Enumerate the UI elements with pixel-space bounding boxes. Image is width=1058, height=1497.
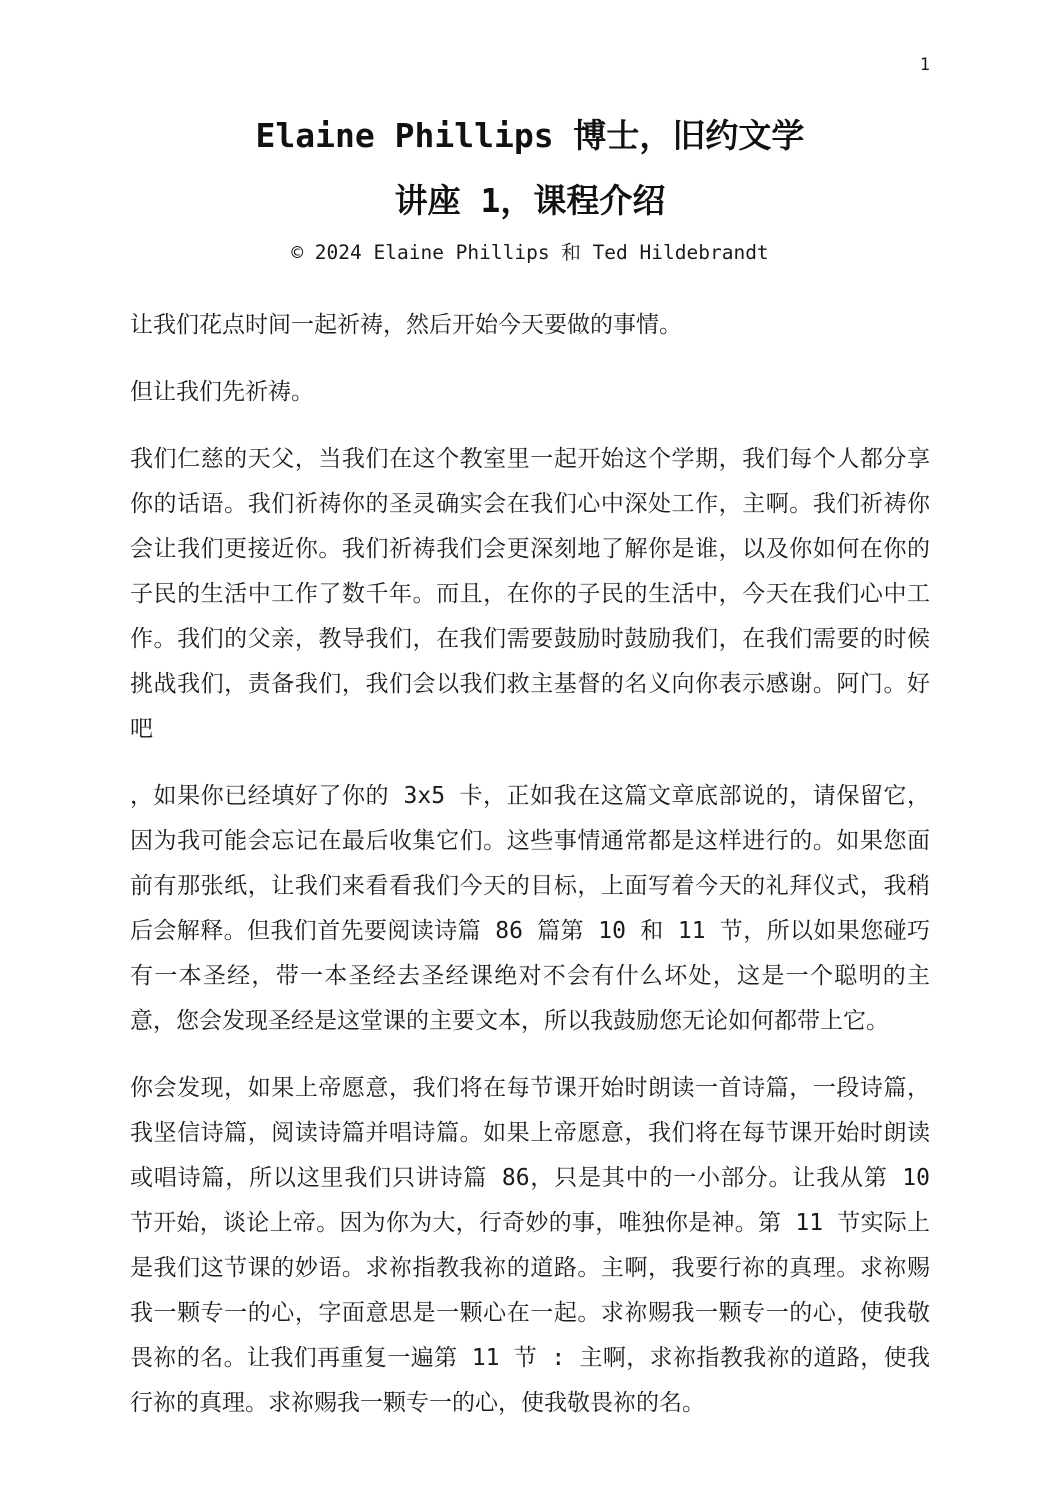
copyright-line: © 2024 Elaine Phillips 和 Ted Hildebrandt (291, 241, 769, 264)
paragraph: 你会发现，如果上帝愿意，我们将在每节课开始时朗读一首诗篇，一段诗篇，我坚信诗篇，阅读诗篇并唱诗篇。如果上帝愿意，我们将在每节课开始时朗读或唱诗篇，所以这里我们只讲诗篇 86，只是其中的一小部分。让我从第 10 节开始，谈论上帝。因为你为大，行奇妙的事，唯独你是神。第 11 节实际上是我们这节课的妙语。求祢指教我祢的道路。主啊，我要行祢的真理。求祢赐我一颗专一的心，字面意思是一颗心在一起。求祢赐我一颗专一的心，使我敬畏祢的名。让我们再重复一遍第 11 节 : 主啊，求祢指教我祢的道路，使我行祢的真理。求祢赐我一颗专一的心，使我敬畏祢的名。 (130, 1075, 930, 1416)
paragraph: 但让我们先祈祷。 (130, 379, 314, 405)
paragraph: 让我们花点时间一起祈祷，然后开始今天要做的事情。 (130, 312, 682, 338)
document-title-line1: Elaine Phillips 博士，旧约文学 (255, 116, 805, 155)
page-number: 1 (919, 55, 930, 75)
paragraph: 我们仁慈的天父，当我们在这个教室里一起开始这个学期，我们每个人都分享你的话语。我们祈祷你的圣灵确实会在我们心中深处工作，主啊。我们祈祷你会让我们更接近你。我们祈祷我们会更深刻地了解你是谁，以及你如何在你的子民的生活中工作了数千年。而且，在你的子民的生活中，今天在我们心中工作。我们的父亲，教导我们，在我们需要鼓励时鼓励我们，在我们需要的时候挑战我们，责备我们，我们会以我们救主基督的名义向你表示感谢。阿门。好吧 (130, 446, 930, 742)
document-body (130, 303, 930, 1426)
paragraph: ，如果你已经填好了你的 3x5 卡，正如我在这篇文章底部说的，请保留它，因为我可能会忘记在最后收集它们。这些事情通常都是这样进行的。如果您面前有那张纸，让我们来看看我们今天的目标，上面写着今天的礼拜仪式，我稍后会解释。但我们首先要阅读诗篇 86 篇第 10 和 11 节，所以如果您碰巧有一本圣经，带一本圣经去圣经课绝对不会有什么坏处，这是一个聪明的主意，您会发现圣经是这堂课的主要文本，所以我鼓励您无论如何都带上它。 (130, 783, 930, 1034)
document-title-line2: 讲座 1，课程介绍 (394, 181, 666, 220)
